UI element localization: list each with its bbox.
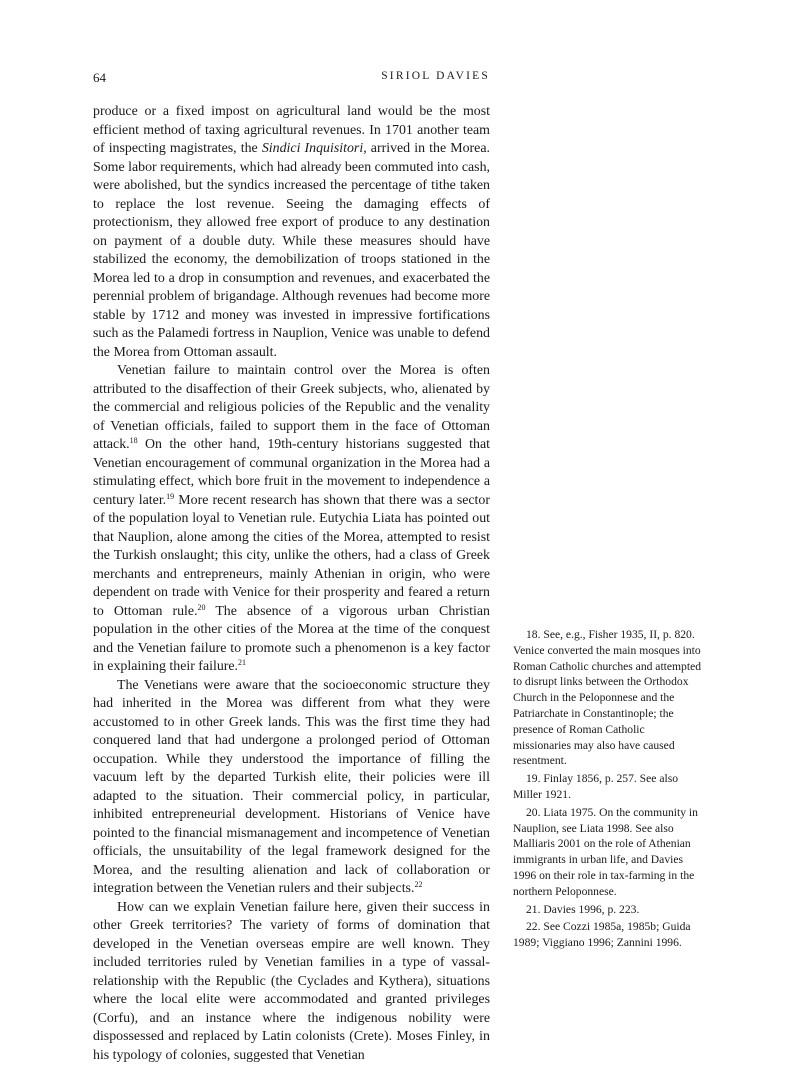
page-header xyxy=(93,70,490,90)
paragraph-1 xyxy=(93,103,490,362)
paragraph-2-text-a: Venetian failure to maintain control over the Morea is often attributed to the disaffection of their Greek subjects, who, alienated by the commercial and religious policies of the Republic and the venality of Venetian officials, failed to support them in the face of Ottoman attack. xyxy=(93,363,490,452)
page-number: 64 xyxy=(93,70,106,86)
footnote-22: 22. See Cozzi 1985a, 1985b; Guida 1989; Viggiano 1996; Zannini 1996. xyxy=(513,919,703,951)
footnote-ref-22: 22 xyxy=(414,880,422,889)
footnote-ref-18: 18 xyxy=(130,436,138,445)
footnote-18: 18. See, e.g., Fisher 1935, II, p. 820. Venice converted the main mosques into Roman Catholic churches and attempted to disrupt links between the Orthodox Church in the Peloponnese and the Patriarchate in Constantinople; the presence of Roman Catholic missionaries may also have caused resentment. xyxy=(513,627,703,769)
footnote-21: 21. Davies 1996, p. 223. xyxy=(513,902,703,918)
main-text xyxy=(93,103,490,1065)
paragraph-1-text-b: arrived in the Morea. Some labor requirements, which had already been commuted into cash, were abolished, but the syndics increased the percentage of tithe taken to replace the lost revenue. Seeing the damaging effects of protectionism, they allowed free export of produce to any destination on payment of a double duty. While these measures should have stabilized the economy, the demobilization of troops stationed in the Morea led to a drop in consumption and revenues, and exacerbated the perennial problem of brigandage. Although revenues had become more stable by 1712 and money was invested in impressive fortifications such as the Palamedi fortress in Nauplion, Venice was unable to defend the Morea from Ottoman assault. xyxy=(93,141,490,360)
footnote-20: 20. Liata 1975. On the community in Nauplion, see Liata 1998. See also Malliaris 2001 on the role of Athenian immigrants in urban life, and Davies 1996 on their role in tax-farming in the northern Peloponnese. xyxy=(513,805,703,900)
footnote-ref-20: 20 xyxy=(198,603,206,612)
paragraph-4 xyxy=(93,899,490,1065)
footnote-ref-19: 19 xyxy=(166,492,174,501)
running-head: SIRIOL DAVIES xyxy=(381,70,490,82)
paragraph-2-text-c: More recent research has shown that there was a sector of the population loyal to Venetian rule. Eutychia Liata has pointed out that Nauplion, alone among the cities of the Morea, attempted to resist the Turkish onslaught; this city, unlike the others, had a class of Greek merchants and entrepreneurs, mainly Athenian in origin, who were dependent on trade with Venice for their prosperity and feared a return to Ottoman rule. xyxy=(93,493,490,619)
paragraph-2 xyxy=(93,362,490,677)
paragraph-1-text-a: produce or a fixed impost on agricultural land would be the most efficient method of taxing agricultural revenues. In 1701 another team of inspecting magistrates, the xyxy=(93,104,490,156)
paragraph-2-text-d: The absence of a vigorous urban Christian population in the other cities of the Morea at the time of the conquest and the Venetian failure to promote such a phenomenon is a key factor in explaining their failure. xyxy=(93,604,490,675)
footnotes xyxy=(513,627,703,953)
paragraph-4-text-a: How can we explain Venetian failure here, given their success in other Greek territories? The variety of forms of domination that developed in the Venetian overseas empire are well known. They included territories ruled by Venetian families in a type of vassal-relationship with the Republic (the Cyclades and Kythera), situations where the local elite were accommodated and granted privileges (Corfu), and an instance where the indigenous nobility were dispossessed and replaced by Latin colonists (Crete). Moses Finley, in his typology of colonies, suggested that Venetian xyxy=(93,900,490,1063)
italic-term: Sindici Inquisitori, xyxy=(262,141,367,156)
footnote-19: 19. Finlay 1856, p. 257. See also Miller 1921. xyxy=(513,771,703,803)
paragraph-3 xyxy=(93,677,490,899)
paragraph-3-text-a: The Venetians were aware that the socioeconomic structure they had inherited in the Morea was different from what they were accustomed to in other Greek lands. This was the first time they had conquered land that had undergone a prolonged period of Ottoman occupation. While they understood the importance of filling the vacuum left by the departed Turkish elite, their policies were ill adapted to the situation. Their commercial policy, in particular, inhibited entrepreneurial development. Historians of Venice have pointed to the financial mismanagement and incompetence of Venetian officials, the unsuitability of the legal framework designed for the Morea, and the resulting alienation and lack of collaboration or integration between the Venetian rulers and their subjects. xyxy=(93,678,490,897)
footnote-ref-21: 21 xyxy=(238,658,246,667)
paragraph-2-text-b: On the other hand, 19th-century historians suggested that Venetian encouragement of communal organization in the Morea had a stimulating effect, which bore fruit in the movement to independence a century later. xyxy=(93,437,490,508)
